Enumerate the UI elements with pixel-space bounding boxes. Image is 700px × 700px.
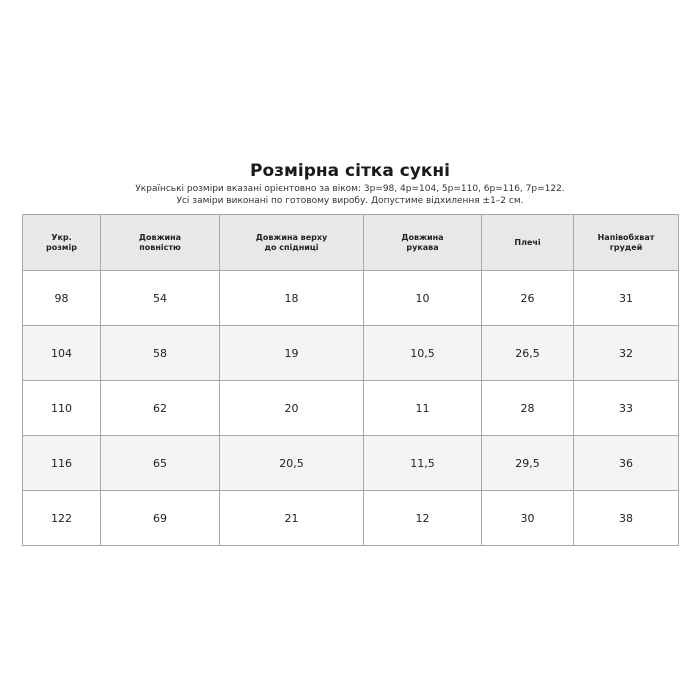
cell-shoulders: 30 xyxy=(482,491,574,546)
cell-half-chest: 32 xyxy=(574,326,679,381)
header-ukr-size: Укр. розмір xyxy=(23,215,101,271)
cell-top-length: 20 xyxy=(220,381,364,436)
cell-ukr-size: 122 xyxy=(23,491,101,546)
cell-shoulders: 26,5 xyxy=(482,326,574,381)
cell-sleeve-length: 11,5 xyxy=(364,436,482,491)
cell-sleeve-length: 10,5 xyxy=(364,326,482,381)
header-shoulders: Плечі xyxy=(482,215,574,271)
subtitle-line-2: Усі заміри виконані по готовому виробу. Допустиме відхилення ±1–2 см. xyxy=(176,196,524,206)
cell-ukr-size: 98 xyxy=(23,271,101,326)
cell-full-length: 54 xyxy=(101,271,220,326)
table-row xyxy=(23,436,679,491)
cell-top-length: 20,5 xyxy=(220,436,364,491)
cell-ukr-size: 110 xyxy=(23,381,101,436)
header-top-length: Довжина верху до спідниці xyxy=(220,215,364,271)
cell-shoulders: 26 xyxy=(482,271,574,326)
cell-full-length: 58 xyxy=(101,326,220,381)
cell-top-length: 19 xyxy=(220,326,364,381)
cell-full-length: 65 xyxy=(101,436,220,491)
page-title: Розмірна сітка сукні xyxy=(250,161,450,181)
header-full-length: Довжина повністю xyxy=(101,215,220,271)
size-chart-table xyxy=(22,214,679,546)
table-row xyxy=(23,271,679,326)
cell-top-length: 18 xyxy=(220,271,364,326)
cell-half-chest: 31 xyxy=(574,271,679,326)
table-header-row xyxy=(23,215,679,271)
cell-half-chest: 38 xyxy=(574,491,679,546)
cell-sleeve-length: 12 xyxy=(364,491,482,546)
cell-half-chest: 36 xyxy=(574,436,679,491)
cell-sleeve-length: 10 xyxy=(364,271,482,326)
header-half-chest: Напівобхват грудей xyxy=(574,215,679,271)
subtitle-line-1: Українські розміри вказані орієнтовно за віком: 3р=98, 4р=104, 5р=110, 6р=116, 7р=122. xyxy=(135,184,565,194)
cell-ukr-size: 116 xyxy=(23,436,101,491)
cell-half-chest: 33 xyxy=(574,381,679,436)
table-row xyxy=(23,326,679,381)
table-row xyxy=(23,381,679,436)
cell-shoulders: 29,5 xyxy=(482,436,574,491)
cell-top-length: 21 xyxy=(220,491,364,546)
cell-full-length: 62 xyxy=(101,381,220,436)
cell-ukr-size: 104 xyxy=(23,326,101,381)
header-sleeve-length: Довжина рукава xyxy=(364,215,482,271)
cell-sleeve-length: 11 xyxy=(364,381,482,436)
cell-shoulders: 28 xyxy=(482,381,574,436)
table-row xyxy=(23,491,679,546)
cell-full-length: 69 xyxy=(101,491,220,546)
